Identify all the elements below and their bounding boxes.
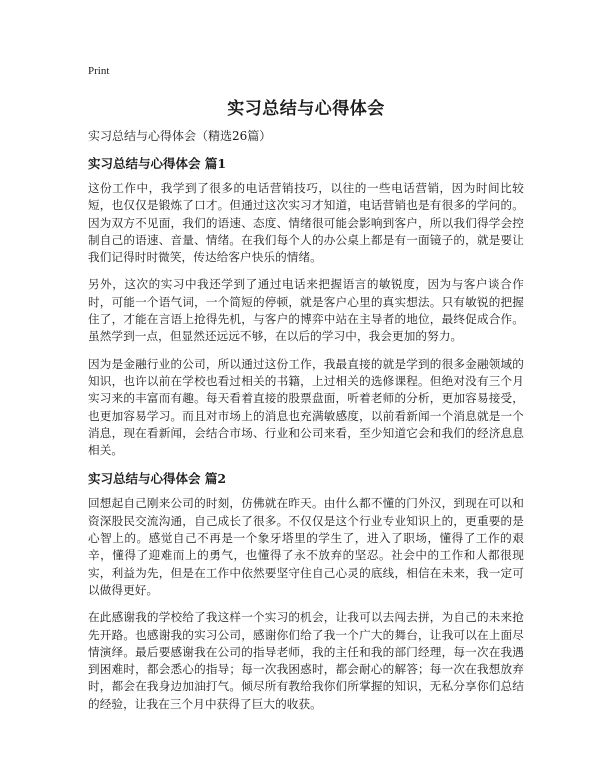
section-heading: 实习总结与心得体会 篇1	[88, 156, 227, 171]
print-label: Print	[88, 65, 110, 77]
document-subtitle: 实习总结与心得体会（精选26篇）	[88, 129, 272, 143]
section-heading: 实习总结与心得体会 篇2	[88, 471, 227, 487]
paragraph: 在此感谢我的学校给了我这样一个实习的机会，让我可以去闯去拼，为自己的未来抢先开路。也感谢我的实习公司，感谢你们给了我一个广大的舞台，让我可以在上面尽情演绎。最后要感谢我在公司的指导老师，我的主任和我的部门经理，每一次在我遇到困难时，都会悉心的指导；每一次我困惑时，都会耐心的解答；每一次在我想放弃时，都会在我身边加油打气。倾尽所有教给我你们所掌握的知识，无私分享你们总结的经验，让我在三个月中获得了巨大的收获。	[88, 610, 524, 711]
paragraph: 因为是金融行业的公司，所以通过这份工作，我最直接的就是学到的很多金融领域的知识，也许以前在学校也看过相关的书籍，上过相关的选修课程。但绝对没有三个月实习来的丰富而有趣。每天看着直接的股票盘面，听着老师的分析，更加容易接受，也更加容易学习。而且对市场上的消息也充满敏感度，以前看新闻一个消息就是一个消息，现在看新闻，会结合市场、行业和公司来看，至少知道它会和我们的经济息息相关。	[88, 356, 524, 458]
document-page	[88, 64, 524, 723]
section-2	[88, 471, 524, 713]
paragraph: 另外，这次的实习中我还学到了通过电话来把握语言的敏锐度，因为与客户谈合作时，可能一个语气词，一个简短的停顿，就是客户心里的真实想法。只有敏锐的把握住了，才能在言语上抢得先机，与客户的博弈中站在主导者的地位，最终促成合作。虽然学到一点，但显然还远远不够，在以后的学习中，我会更加的努力。	[88, 277, 524, 344]
section-1	[88, 156, 524, 459]
paragraph: 回想起自己刚来公司的时刻，仿佛就在昨天。由什么都不懂的门外汉，到现在可以和资深股民交流沟通，自己成长了很多。不仅仅是这个行业专业知识上的，更重要的是心智上的。感觉自己不再是一个象牙塔里的学生了，进入了职场，懂得了工作的艰辛，懂得了迎难而上的勇气，也懂得了永不放弃的坚忍。社会中的工作和人都很现实，利益为先，但是在工作中依然要坚守住自己心灵的底线，相信在未来，我一定可以做得更好。	[88, 496, 524, 597]
page-title: 实习总结与心得体会	[227, 99, 385, 119]
paragraph: 这份工作中，我学到了很多的电话营销技巧，以往的一些电话营销，因为时间比较短，也仅仅是锻炼了口才。但通过这次实习才知道，电话营销也是有很多的学问的。因为双方不见面，我们的语速、态度、情绪很可能会影响到客户，所以我们得学会控制自己的语速、音量、情绪。在我们每个人的办公桌上都是有一面镜子的，就是要让我们记得时时微笑，传达给客户快乐的情绪。	[88, 181, 524, 265]
